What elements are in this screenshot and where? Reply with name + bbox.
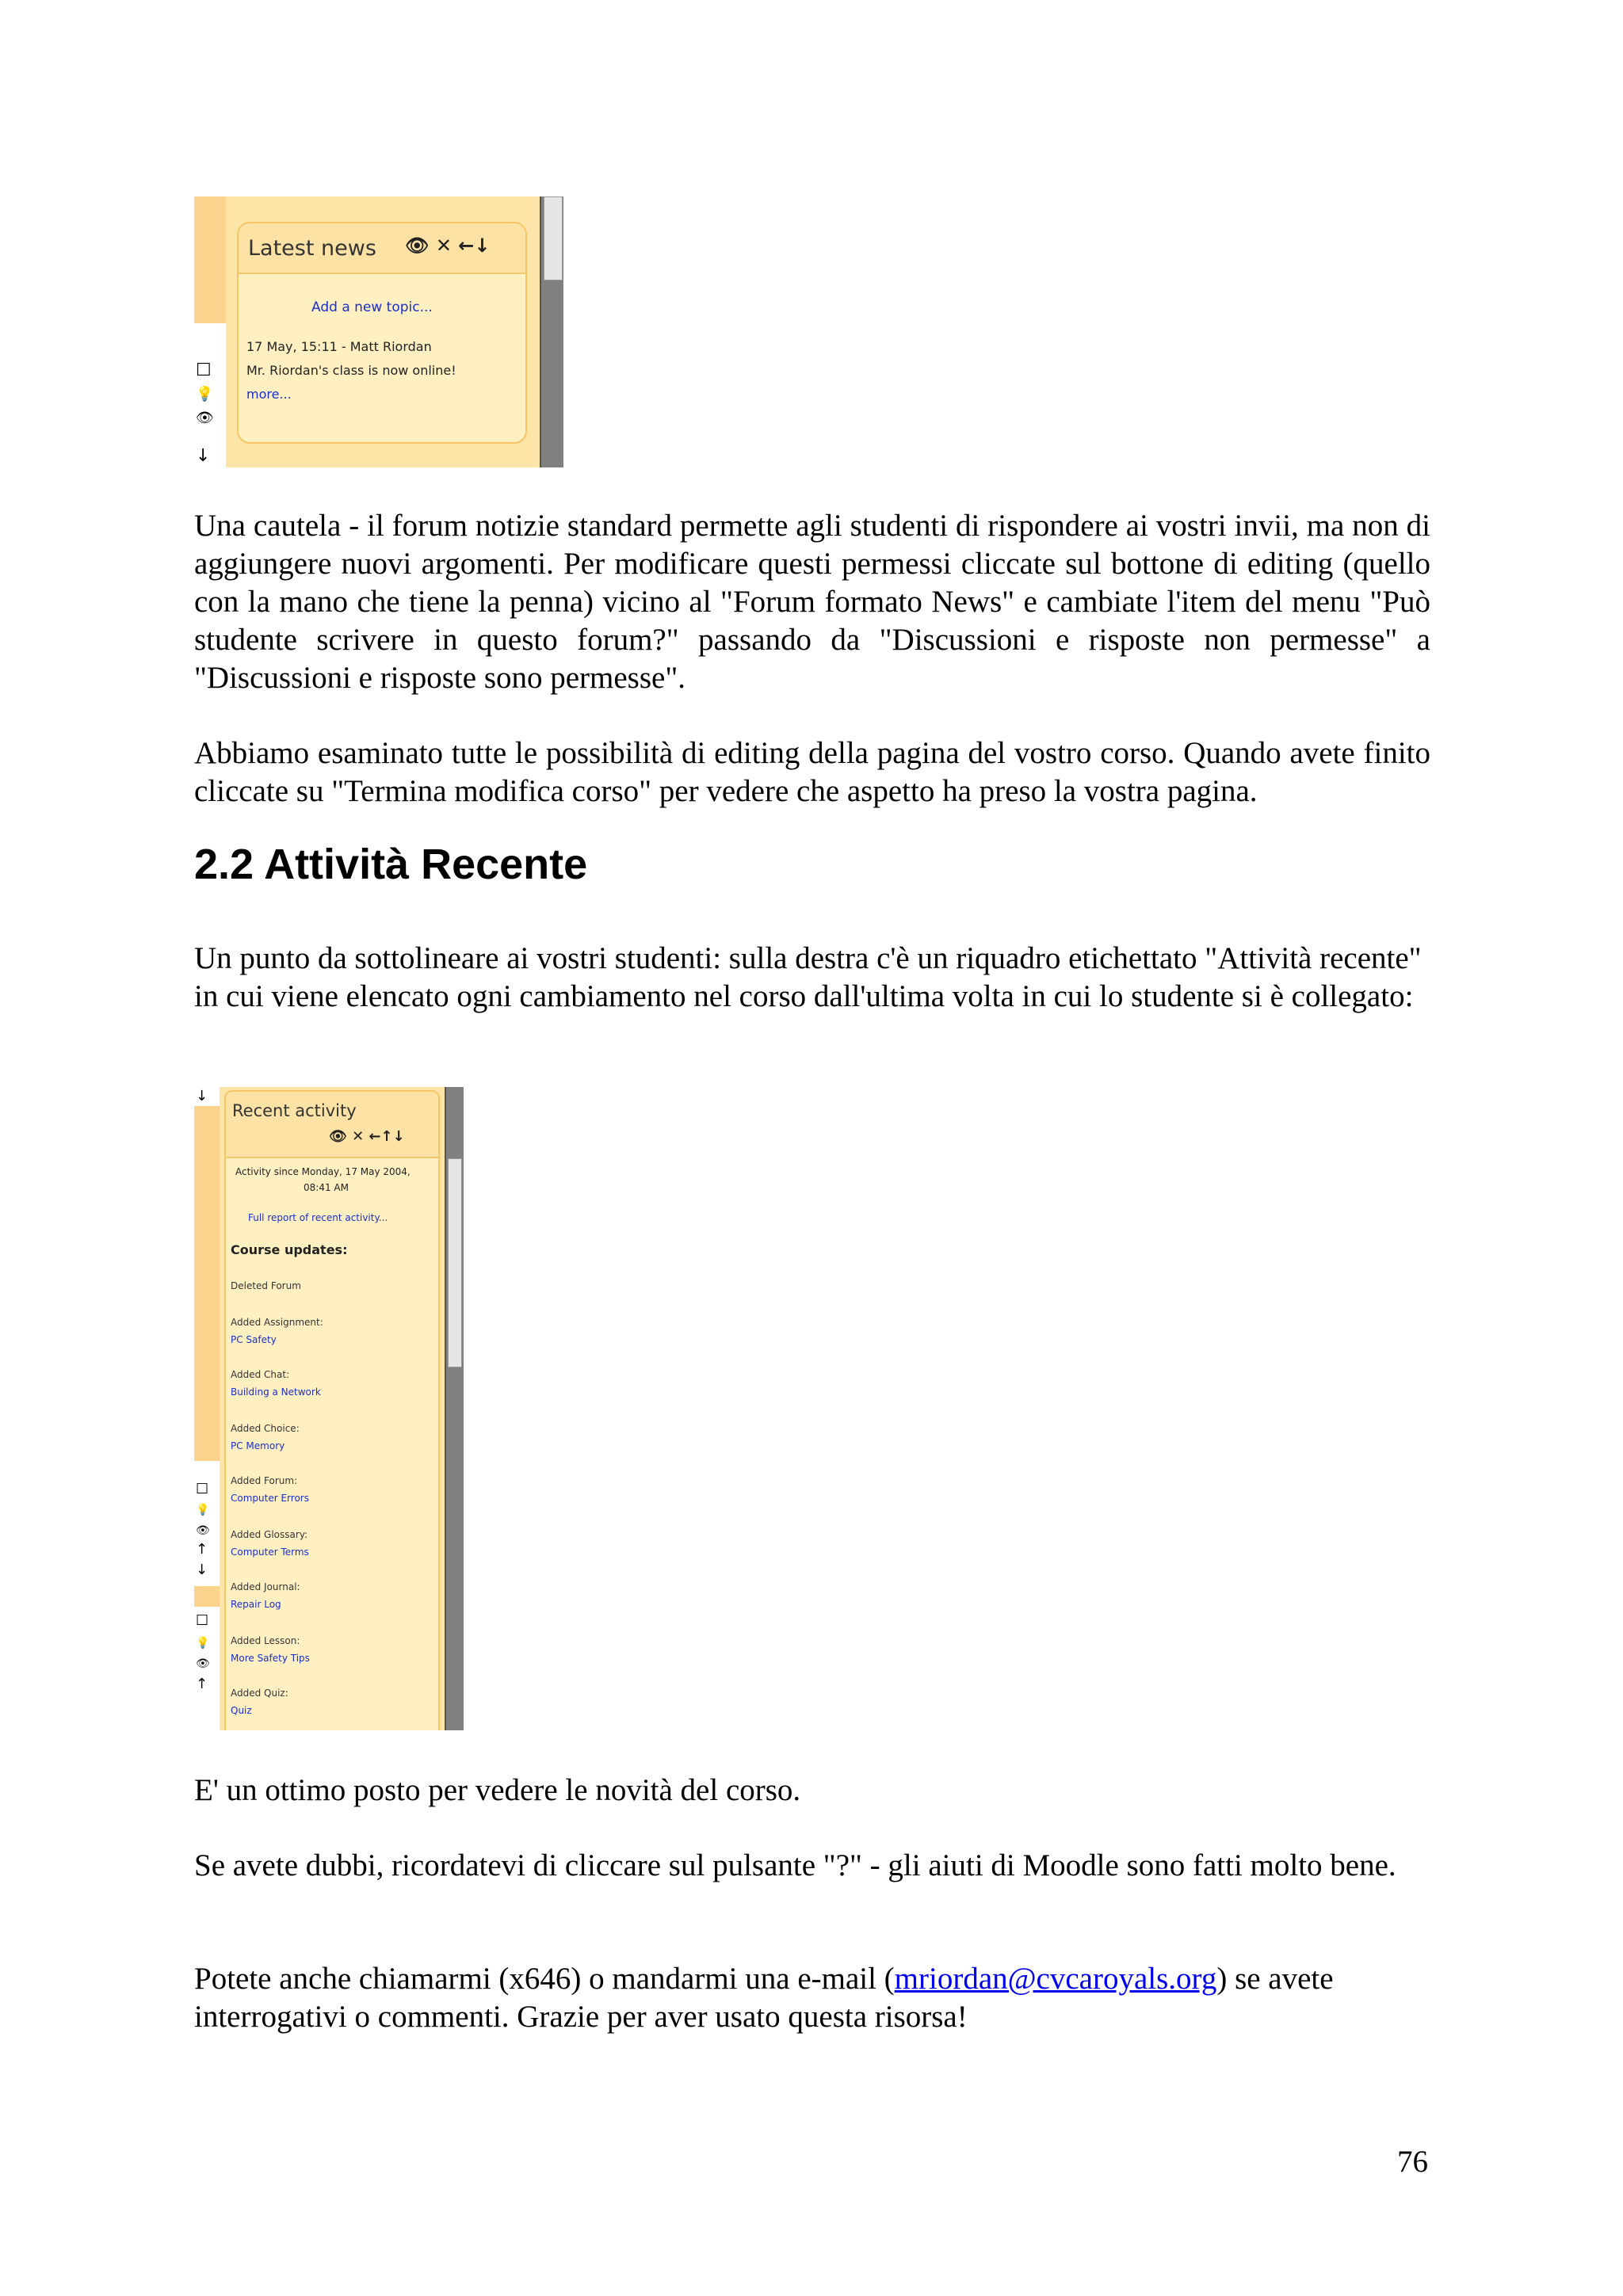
paragraph-help: Se avete dubbi, ricordatevi di cliccare sul pulsante "?" - gli aiuti di Moodle sono fatti molto bene. xyxy=(194,1848,1396,1882)
checkbox-icon: ☐ xyxy=(196,1481,209,1497)
block-control-icons[interactable]: 👁 ✕ ←↓ xyxy=(405,235,491,257)
activity-item-link[interactable]: PC Safety xyxy=(231,1334,277,1345)
scrollbar-thumb[interactable] xyxy=(448,1158,462,1367)
full-report-link[interactable]: Full report of recent activity... xyxy=(248,1212,388,1223)
activity-item-link[interactable]: Building a Network xyxy=(231,1386,321,1398)
activity-item-label: Added Glossary: xyxy=(231,1529,308,1540)
activity-item-link[interactable]: Repair Log xyxy=(231,1599,281,1610)
recent-activity-title: Recent activity xyxy=(232,1101,357,1120)
block-control-icons[interactable]: 👁 ✕ ←↑↓ xyxy=(329,1128,405,1145)
contact-text-before: Potete anche chiamarmi (x646) o mandarmi una e-mail ( xyxy=(194,1962,895,1996)
paragraph-contact xyxy=(194,1960,1430,2036)
page-number: 76 xyxy=(1397,2145,1428,2179)
scrollbar-thumb[interactable] xyxy=(544,196,563,280)
activity-item-label: Added Assignment: xyxy=(231,1317,323,1328)
activity-item-label: Added Chat: xyxy=(231,1369,290,1380)
arrow-down-icon: ↓ xyxy=(196,1562,208,1578)
recent-activity-header xyxy=(226,1092,438,1158)
activity-since-line1: Activity since Monday, 17 May 2004, xyxy=(235,1166,411,1177)
lightbulb-icon: 💡 xyxy=(196,1637,210,1650)
paragraph-recent-activity: Un punto da sottolineare ai vostri studenti: sulla destra c'è un riquadro etichettato "Attività recente" in cui viene elencato ogni cambiamento nel corso dall'ultima volta in cui lo studente si è collegato: xyxy=(194,941,1422,1013)
contact-text-after: ) se avete interrogativi o commenti. Grazie per aver usato questa risorsa! xyxy=(194,1962,1334,2034)
activity-item-label: Added Quiz: xyxy=(231,1688,288,1699)
arrow-up-icon: ↑ xyxy=(196,1541,208,1558)
latest-news-header xyxy=(239,223,525,274)
scrollbar[interactable] xyxy=(445,1087,464,1730)
editing-icon-strip xyxy=(194,196,226,467)
post-meta: 17 May, 15:11 - Matt Riordan xyxy=(246,339,432,354)
recent-activity-screenshot xyxy=(194,1087,464,1730)
lightbulb-icon: 💡 xyxy=(196,386,214,402)
activity-item-link[interactable]: Computer Errors xyxy=(231,1493,309,1504)
scrollbar[interactable] xyxy=(540,196,563,467)
eye-icon: 👁 xyxy=(196,1657,210,1670)
eye-icon: 👁 xyxy=(196,1524,210,1537)
eye-icon: 👁 xyxy=(196,410,214,426)
email-link[interactable]: mriordan@cvcaroyals.org xyxy=(894,1962,1217,1996)
activity-item-label: Added Journal: xyxy=(231,1581,300,1592)
section-heading: 2.2 Attività Recente xyxy=(194,841,588,888)
activity-item-label: Added Choice: xyxy=(231,1423,300,1434)
arrow-down-icon: ↓ xyxy=(196,446,211,466)
more-link[interactable]: more... xyxy=(246,387,292,402)
paragraph-forum-caution: Una cautela - il forum notizie standard permette agli studenti di rispondere ai vostri invii, ma non di aggiungere nuovi argomenti. Per modificare questi permessi cliccate sul bottone di editing (quello con la mano che tiene la penna) vicino al "Forum formato News" e cambiate l'item del menu "Può studente scrivere in questo forum?" passando da "Discussioni e risposte non permesse" a "Discussioni e risposte sono permesse". xyxy=(194,509,1430,695)
course-updates-heading: Course updates: xyxy=(231,1242,348,1257)
editing-icon-strip xyxy=(194,1087,220,1730)
activity-item-link[interactable]: More Safety Tips xyxy=(231,1653,310,1664)
lightbulb-icon: 💡 xyxy=(196,1504,210,1516)
activity-item-link[interactable]: Computer Terms xyxy=(231,1547,309,1558)
arrow-down-icon: ↓ xyxy=(196,1088,208,1104)
post-text: Mr. Riordan's class is now online! xyxy=(246,363,456,378)
arrow-up-icon: ↑ xyxy=(196,1676,208,1692)
checkbox-icon: ☐ xyxy=(196,360,212,380)
activity-item-link[interactable]: Quiz xyxy=(231,1705,252,1716)
latest-news-title: Latest news xyxy=(248,236,376,261)
paragraph-good-place: E' un ottimo posto per vedere le novità del corso. xyxy=(194,1773,801,1807)
paragraph-editing-finished: Abbiamo esaminato tutte le possibilità di editing della pagina del vostro corso. Quando avete finito cliccate su "Termina modifica corso" per vedere che aspetto ha preso la vostra pagina. xyxy=(194,736,1430,808)
latest-news-screenshot xyxy=(194,196,563,467)
latest-news-block xyxy=(237,222,527,444)
checkbox-icon: ☐ xyxy=(196,1612,209,1629)
activity-item-label: Added Lesson: xyxy=(231,1635,300,1646)
activity-item-label: Added Forum: xyxy=(231,1475,298,1486)
activity-since-line2: 08:41 AM xyxy=(304,1182,349,1193)
activity-item-link[interactable]: PC Memory xyxy=(231,1440,285,1451)
deleted-forum-text: Deleted Forum xyxy=(231,1280,301,1291)
add-topic-link[interactable]: Add a new topic... xyxy=(311,299,433,315)
